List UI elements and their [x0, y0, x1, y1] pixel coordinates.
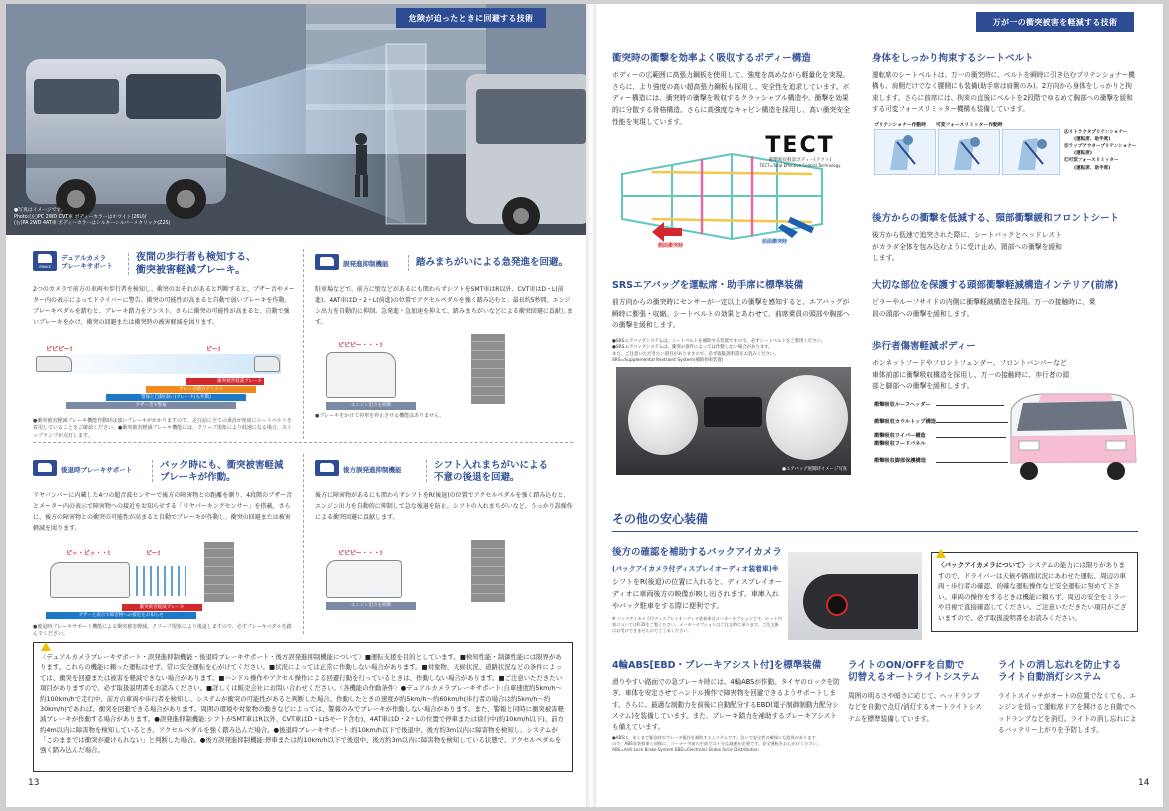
f4-label: 後方誤発進抑制機能 — [343, 466, 402, 474]
seat-occupant-icon — [875, 130, 935, 174]
airbag-photo — [616, 367, 851, 475]
abs-text: 滑りやすい路面での急ブレーキ時には、4輪ABSが作動。タイヤのロックを防ぎ、車体を安定させてハンドル操作で障害物を回避できるようサポートします。さらに、最適な制動力を前後に自動配分するEBD(電子制御制動力配分システム)を装備しています。また、ブレーキ踏力を補助するブレーキアシストも備えています。 — [612, 678, 840, 732]
f1-alert-1: ピピピー! — [46, 346, 73, 353]
f4-diagram — [316, 540, 516, 620]
badge-text: BRAKE — [39, 265, 51, 269]
f1-label-line: ブレーキサポート — [61, 262, 113, 271]
seat-figure-2 — [938, 129, 1000, 175]
f1-title — [136, 252, 256, 277]
legend-line: (運転席、助手席) — [1074, 165, 1111, 171]
f4-alert: ピピピー・・・! — [338, 550, 383, 557]
van-front-icon — [1001, 391, 1141, 481]
f1-label-line: デュアルカメラ — [61, 254, 107, 262]
passenger-airbag — [766, 375, 848, 460]
abs-notes — [612, 735, 842, 753]
f2-bar: エンジン出力を抑制 — [326, 402, 416, 410]
leader-line — [936, 405, 1004, 406]
legend-line: Ⓒ可変フォースリミッター — [1064, 158, 1119, 164]
abs-note: ので、ABS非装着車と同様に、コーナー手前の手前では十分な減速が必要です。安全運転をお心がけください。 — [612, 741, 821, 747]
side-impact-label: 側面衝突時 — [658, 243, 684, 249]
body-structure-title: 衝突時の衝撃を効率よく吸収するボディー構造 — [612, 53, 811, 64]
legend-line: Ⓐリトラクタプリテンショナー — [1064, 130, 1128, 135]
pedestrian-text: ボンネットフードやフロントフェンダー、フロントバンパーなど車体前部に衝撃吸収構造を採用し、万一の接触時に、歩行者の頭部と脚部への衝撃を緩和します。 — [872, 359, 1070, 391]
airbag-photo-caption: ●エアバッグ展開時イメージ写真 — [782, 467, 847, 472]
pedestrian-title: 歩行者傷害軽減ボディー — [872, 341, 976, 352]
camera-subtitle: (バックアイカメラ付ディスプレイオーディオ装着車)※ — [612, 565, 779, 573]
seat-figure-1 — [874, 129, 936, 175]
camera-text: シフトをR(後退)の位置に入れると、ディスプレイオーディオに車両後方の映像が映し出されます。車庫入れやバック駐車をする際に便利です。 — [612, 578, 782, 611]
camera-warning-heading: 〈バックアイカメラについて〉 — [938, 561, 1029, 569]
other-equipment-title: その他の安心装備 — [612, 512, 709, 526]
pedestrian-label: 衝撃吸収カウルトップ構造 — [874, 419, 936, 425]
f3-title-line: バック時にも、衝突被害軽減 — [160, 460, 284, 471]
tect-sub-1: 衝撃吸収軽量ボディー[テクト] — [768, 158, 832, 163]
f3-bar-1: 衝突被害軽減ブレーキ — [122, 604, 202, 611]
rear-impact-text: 後方から低速で追突された際に、シートバックとヘッドレストがカラダ全体を包み込むように受け止め、頸部への衝撃を緩和します。 — [872, 231, 1062, 263]
hero-photo — [6, 4, 586, 235]
legend-line: (運転席、助手席) — [1074, 137, 1111, 143]
airbag-text: 前方向からの衝突時にセンサーが一定以上の衝撃を感知すると、エアバッグが瞬時に膨張・収縮。シートベルトの効果とあわせて、前席乗員の頭部や胸部への衝撃を緩和します。 — [612, 298, 850, 330]
f3-title — [160, 460, 284, 484]
warning-icon — [41, 642, 51, 651]
hero-caption-line: Photo:(左)PC 2WD CVT車 ボディーカラーはホワイト(26U)/ — [14, 214, 147, 220]
f2-title: 踏みまちがいによる急発進を回避。 — [416, 257, 569, 268]
f2-alert: ピピピー・・・! — [338, 342, 383, 349]
pedestrian-car-illustration — [1001, 391, 1141, 481]
auto-light-title — [848, 660, 980, 685]
pedestrian-label: 衝撃吸収ワイパー構造 — [874, 433, 926, 439]
seat-occupant-icon — [1003, 130, 1059, 174]
f4-title-line: 不意の後退を回避。 — [434, 471, 520, 483]
f1-alert-2: ピー! — [206, 346, 221, 353]
wall-icon — [471, 540, 505, 602]
f1-body: 2つのカメラで前方の車両や歩行者を検知し、衝突のおそれがあると判断すると、ブザー音やメーター内の表示によってドライバーに警告。衝突の可能性が高まると自動で弱いブレーキを作動。ブレーキペダルを踏むと、ブレーキ踏力をアシスト。さらに衝突の可能性が高まると、自動で強いブレーキをかけ、衝突の回避または衝突時の被害軽減を図ります。 — [33, 286, 295, 327]
abs-note: ●ABSは、あくまで緊急時のブレーキ操作を補助するシステムです。急いで安全性の確保にも限界があります — [612, 735, 816, 740]
divider — [426, 460, 427, 482]
divider — [33, 442, 573, 443]
pedestrian-label: 衝撃吸収フードパネル — [874, 441, 926, 447]
auto-light-title-line: ライトのON/OFFを自動で — [848, 660, 965, 671]
van-front-icon — [326, 352, 396, 398]
warning-icon — [936, 549, 946, 558]
sensor-waves-icon — [136, 566, 186, 596]
abs-title: 4輪ABS[EBD・ブレーキアシスト付]を標準装備 — [612, 660, 822, 671]
driver-airbag — [628, 385, 698, 455]
camera-photo — [788, 552, 922, 640]
pedestrian-label: 衝撃吸収脚部保護構造 — [874, 458, 926, 464]
leader-line — [936, 422, 1008, 423]
f3-label: 後退時ブレーキサポート — [61, 466, 133, 474]
rear-garnish — [803, 574, 918, 629]
hero-caption-line: ●写真はイメージです。 — [14, 208, 66, 213]
light-off-title-line: ライトの消し忘れを防止する — [998, 660, 1122, 671]
tect-sub-2: TECT=Total Effective Control Technology — [759, 163, 841, 168]
seat-figure-3 — [1002, 129, 1060, 175]
f4-body: 後方に障害物があるにも関わらずシフトをR(後退)の位置でアクセルペダルを強く踏み込むと、エンジン出力を自動的に抑制して急な後退を防止。シフトの入れまちがいなど、うっかり誤操作による衝突回避に貢献します。 — [315, 492, 573, 522]
airbag-note: SRS=Supplemental Restraint System(補助拘束装置) — [612, 358, 724, 364]
section-rule — [612, 531, 1138, 532]
auto-light-title-line: 切替えるオートライトシステム — [848, 672, 980, 684]
reverse-car-badge-icon — [315, 460, 339, 476]
leader-line — [936, 437, 1006, 438]
disclaimer-text: 〈デュアルカメラブレーキサポート・誤発進抑制機能・後退時ブレーキサポート・後方誤発進抑制機能について〉■運転支援を目的としています。■検知性能・制御性能には限界があります。これらの機能に頼った運転はせず、常に安全運転を心がけてください。■状況によっては正常に作動しない場合があります。■対象物、天候状況、道路状況などの条件によっては、衝突を回避または被害を軽減できない場合があります。■ハンドル操作やアクセル操作による回避行動を行っているときは、作動しない場合があります。■ご注意いただきたい項目がありますので、必ず取扱説明書をお読みください。■詳しくは販売会社にお問い合わせください。〈各機能の作動条件〉●デュアルカメラブレーキサポート:自車速度約5km/h～約100km/hで走行中、前方の車両や歩行者を検知し、システムが衝突の可能性があると判断した場合。作動したときの速度が約5km/h～約60km/h(歩行者の場合は約5km/h～約30km/h)であれば、衝突を回避できる場合があります。周囲の環境や対象物の動きなどによっては、警報のみでブレーキが作動しない場合があります。また、警報と同時に衝突被害軽減ブレーキが作動する場合があります。●誤発進抑制機能:シフトがSMT車はR以外、CVT車はD・L(Sモード含む)、4AT車はD・2・Lの位置で停車または徐行中(約10km/h以下)、前方約4m以内に障害物を検知しているとき、アクセルペダルを強く踏み込んだ場合。●後退時ブレーキサポート:約10km/h以下で後退中、後方約3m以内に障害物を検知し、システムが「このままでは衝突が避けられない」と判断した場合。●後方誤発進抑制機能:停車または約10km/h以下で後退中、後方約3m以内に障害物を検知している状態で、アクセルペダルを強く踏み込んだ場合。 — [40, 653, 564, 755]
page-gutter — [586, 4, 596, 807]
van-side-icon — [326, 560, 402, 598]
page-number-left: 13 — [28, 778, 40, 788]
f1-diagram — [36, 344, 281, 414]
camera-note: ※ バックアイカメラ付ディスプレイオーディオ装着車はメーカーオプションです。セット内容についてはP.35をご覧ください。メーカーオプションはご注文時に承ります。ご注文後はお受けできませんのでご了承ください。 — [612, 616, 782, 634]
divider — [128, 253, 129, 275]
tect-logo — [754, 135, 846, 168]
lead-car-icon — [254, 356, 280, 372]
light-off-title — [998, 660, 1121, 685]
camera-warning-box — [931, 552, 1138, 632]
tect-logo-text: TECT — [765, 133, 835, 158]
brake-badge-icon — [33, 251, 57, 271]
leader-line — [936, 462, 1008, 463]
f1-note: ●衝突被害軽減ブレーキ機能作動時は強いブレーキがかかりますので、走行前に全ての乗員が座席にシートベルトを着用していることをご確認ください。●衝突被害軽減ブレーキ機能には、クリープ現象により低速になる場合、ストップランプが点灯します。 — [33, 418, 292, 439]
f3-title-line: ブレーキが作動。 — [160, 471, 236, 483]
camera-warning-body: システムの能力には限りがありますので、ドライバーは天候や路面状況にあわせた運転、周辺の車両・歩行者の確認、的確な運転操作など安全運転に努めて下さい。車両の操作をするときは機能に頼らず、周辺の安全をミラーや目視で直接確認してください。ご注意いただきたい項目がございますので、必ず取扱説明書をお読みください。 — [938, 561, 1127, 622]
hero-caption — [14, 208, 170, 228]
interior-text: ピラーやルーフサイドの内側に衝撃軽減構造を採用。万一の接触時に、乗員の頭部への衝撃を緩和します。 — [872, 298, 1096, 318]
seat-occupant-icon — [939, 130, 999, 174]
dashboard-center — [704, 397, 762, 427]
legend-line: (運転席) — [1074, 151, 1092, 157]
camera-title: 後方の確認を補助するバックアイカメラ — [612, 547, 782, 558]
brochure-spread — [6, 4, 1163, 807]
van-side-icon — [50, 562, 130, 598]
f1-title-line: 夜間の歩行者も検知する、 — [136, 252, 256, 263]
light-off-title-line: ライト自動消灯システム — [998, 672, 1102, 684]
f2-note: ●ブレーキをかけて停車を停止させる機能はありません。 — [315, 413, 445, 419]
f4-title — [434, 460, 548, 484]
divider — [408, 255, 409, 271]
f2-body: 駐車場などで、前方に壁などがあるにも関わらずシフトをSMT車はR以外、CVT車はD・L(前進)、4AT車はD・2・L(前進)の位置でアクセルペダルを強く踏み込むと、最長約5秒間、エンジン出力を自動的に抑制。急発進・急加速を抑えて、踏みまちがいなどによる衝突回避に貢献します。 — [315, 286, 573, 327]
auto-light-text: 周囲の明るさや暗さに応じて、ヘッドランプなどを自動で点灯/消灯するオートライトシステムを標準装備しています。 — [848, 692, 982, 723]
f3-alert-2: ピー! — [146, 550, 161, 557]
car-badge-icon — [315, 254, 339, 270]
seatbelt-legend — [1064, 129, 1136, 172]
wall-icon — [204, 542, 234, 602]
f3-body: リヤバンパーに内蔵した4つの超音波センサーで後方の障害物との距離を測り、4段階のブザー音とメーター内の表示で障害物への接近をお知らせする「リヤパーキングセンサー」を搭載。さらに、後方の障害物との衝突の可能性が高まると自動でブレーキが作動し、衝突の回避または被害軽減を図ります。 — [33, 492, 293, 533]
divider — [303, 249, 304, 439]
f1-bar-3: 警報と自動(弱い)ブレーキ(も作動) — [106, 394, 246, 401]
f3-alert-1: ピッ・ピッ・・! — [66, 550, 111, 557]
airbag-notes — [612, 339, 856, 365]
seatbelt-title: 身体をしっかり拘束するシートベルト — [872, 53, 1034, 64]
camera-lens-icon — [826, 594, 848, 616]
seatbelt-caption-1: プリテンショナー作動時 — [874, 123, 927, 128]
right-top-tab: 万が一の衝突被害を軽減する技術 — [976, 12, 1134, 32]
seatbelt-caption-2: 可変フォースリミッター作動時 — [936, 123, 1003, 128]
airbag-note: ●SRSエアバッグシステムは、衝突の条件によっては作動しない場合があります。 — [612, 345, 773, 351]
page-number-right: 14 — [1138, 778, 1150, 788]
disclaimer-box — [33, 642, 573, 772]
rear-impact-title: 後方からの衝撃を低減する、頸部衝撃緩和フロントシート — [872, 213, 1120, 224]
f1-bar-2: ブレーキ踏力アシスト — [146, 386, 256, 393]
f3-note: ●後退時ブレーキサポート機能による衝突被害軽減。クリープ現象により後退しますので、必ずブレーキペダルを踏んでください。 — [33, 624, 292, 638]
reverse-badge-icon — [33, 460, 57, 476]
camera-warning-text — [938, 558, 1131, 623]
front-impact-label: 前面衝突時 — [762, 239, 788, 245]
f3-diagram — [36, 542, 286, 622]
f1-road — [36, 354, 281, 374]
airbag-note: ●SRSエアバッグシステムは、シートベルトを補助する装置ですので、必ずシートベルトをご着用ください。 — [612, 339, 826, 344]
f1-bar-4: ブザー音で警報 — [66, 402, 236, 409]
f3-bar-2: ブザーと表示で障害物への接近をお知らせ — [46, 612, 196, 619]
airbag-title: SRSエアバッグを運転席・助手席に標準装備 — [612, 280, 804, 291]
hero-caption-line: (右)PA 2WD 4AT車 ボディーカラーはシルキーシルバーメタリック(Z2S) — [14, 221, 171, 227]
f1-bar-1: 衝突被害軽減ブレーキ — [186, 378, 264, 385]
f1-label — [61, 254, 113, 271]
divider — [152, 460, 153, 482]
divider — [303, 454, 304, 634]
light-off-text: ライトスイッチがオートの位置でなくても、エンジンを切って運転席ドアを開けると自動でヘッドランプなどを消灯。ライトの消し忘れによるバッテリー上がりを予防します。 — [998, 692, 1137, 734]
legend-line: Ⓑラップアウタープリテンショナー — [1064, 144, 1137, 150]
airbag-note: また、ご注意いただきたい項目がありますので、必ず取扱説明書をお読みください。 — [612, 351, 779, 357]
van-icon — [36, 356, 72, 372]
hero-scene-illustration — [6, 4, 586, 235]
body-structure-text: ボディーの広範囲に高張力鋼板を使用して、強度を高めながら軽量化を実現。さらに、より強度の高い超高張力鋼板も採用し、安全性を追求しています。ボディー構造には、衝突時の衝撃を吸収するクラッシャブル構造や、衝撃を効果的に分散する骨格構造。さらに高強度なキャビン構造を採用し、高い衝突安全性能を実現しています。 — [612, 71, 850, 126]
seatbelt-text: 運転席のシートベルトは、万一の衝突時に、ベルトを瞬時に引き込むプリテンショナー機構も、肩側だけでなく腰側にも装備(助手席は肩側のみ)。2方向から身体をしっかりと拘束します。さらに前席には、拘束の直後にベルトを2段階でゆるめて胸部への衝撃を緩和する可変フォースリミッター機構も装備しています。 — [872, 71, 1135, 113]
abs-note: ABS=Anti-Lock Brake System EBD=Electronic Brake force Distribution — [612, 747, 759, 753]
interior-title: 大切な部位を保護する頭部衝撃軽減構造インテリア(前席) — [872, 280, 1119, 291]
left-top-tab: 危険が迫ったときに回避する技術 — [396, 8, 546, 28]
pedestrian-label: 衝撃吸収ルーフヘッダー — [874, 402, 931, 408]
f1-title-line: 衝突被害軽減ブレーキ。 — [136, 264, 246, 276]
wall-icon — [471, 334, 505, 404]
f4-bar: エンジン出力を抑制 — [326, 602, 416, 610]
f4-title-line: シフト入れまちがいによる — [434, 460, 549, 471]
f2-label: 誤発進抑制機能 — [343, 260, 389, 268]
f2-diagram — [316, 334, 516, 414]
